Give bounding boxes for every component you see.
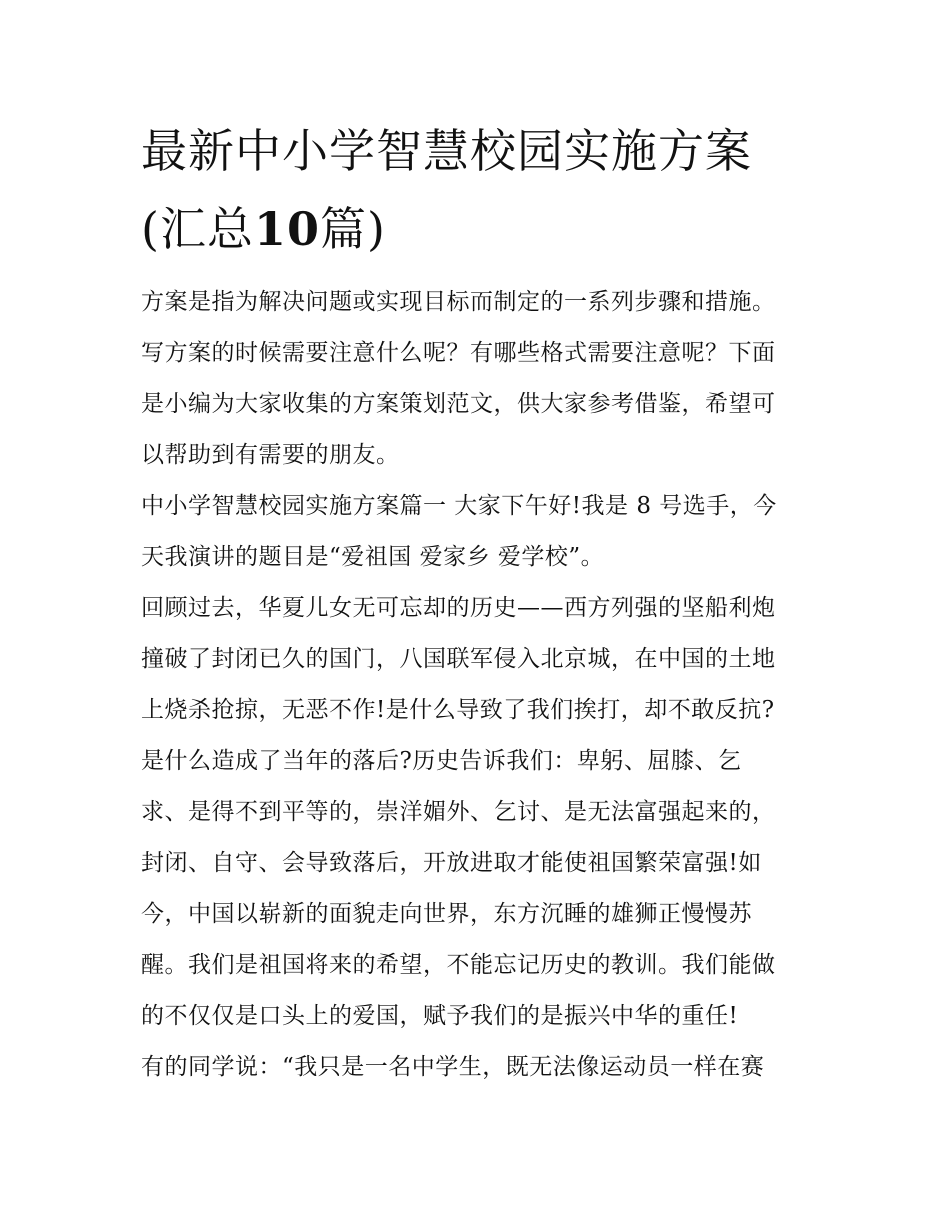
title-prefix: (汇总 bbox=[141, 202, 254, 256]
body-line: 封闭、自守、会导致落后，开放进取才能使祖国繁荣富强!如 bbox=[141, 850, 762, 876]
body-line: 醒。我们是祖国将来的希望，不能忘记历史的教训。我们能做 bbox=[141, 952, 776, 978]
title-line-1: 最新中小学智慧校园实施方案 bbox=[141, 124, 752, 178]
body-line: 中小学智慧校园实施方案篇一 大家下午好!我是 8 号选手，今 bbox=[141, 493, 777, 519]
title-line-2 bbox=[141, 190, 821, 268]
body-line: 是小编为大家收集的方案策划范文，供大家参考借鉴，希望可 bbox=[141, 391, 776, 417]
document-body bbox=[141, 277, 821, 1093]
body-line: 有的同学说：“我只是一名中学生，既无法像运动员一样在赛 bbox=[141, 1054, 765, 1080]
body-line: 天我演讲的题目是“爱祖国 爱家乡 爱学校”。 bbox=[141, 544, 605, 570]
body-line: 回顾过去，华夏儿女无可忘却的历史——西方列强的坚船利炮 bbox=[141, 595, 776, 621]
title-number: 10 bbox=[253, 202, 320, 256]
title-suffix: 篇) bbox=[319, 202, 386, 256]
body-line: 上烧杀抢掠，无恶不作!是什么导致了我们挨打，却不敢反抗? bbox=[141, 697, 775, 723]
body-line: 是什么造成了当年的落后?历史告诉我们：卑躬、屈膝、乞 bbox=[141, 748, 742, 774]
body-line: 撞破了封闭已久的国门，八国联军侵入北京城，在中国的土地 bbox=[141, 646, 776, 672]
body-line: 今，中国以崭新的面貌走向世界，东方沉睡的雄狮正慢慢苏 bbox=[141, 901, 752, 927]
body-line: 以帮助到有需要的朋友。 bbox=[141, 442, 400, 468]
body-line: 求、是得不到平等的，崇洋媚外、乞讨、是无法富强起来的， bbox=[141, 799, 776, 825]
body-line: 的不仅仅是口头上的爱国，赋予我们的是振兴中华的重任! bbox=[141, 1003, 739, 1029]
body-line: 写方案的时候需要注意什么呢？有哪些格式需要注意呢？下面 bbox=[141, 340, 776, 366]
body-line: 方案是指为解决问题或实现目标而制定的一系列步骤和措施。 bbox=[141, 289, 776, 315]
document-title bbox=[141, 112, 821, 268]
